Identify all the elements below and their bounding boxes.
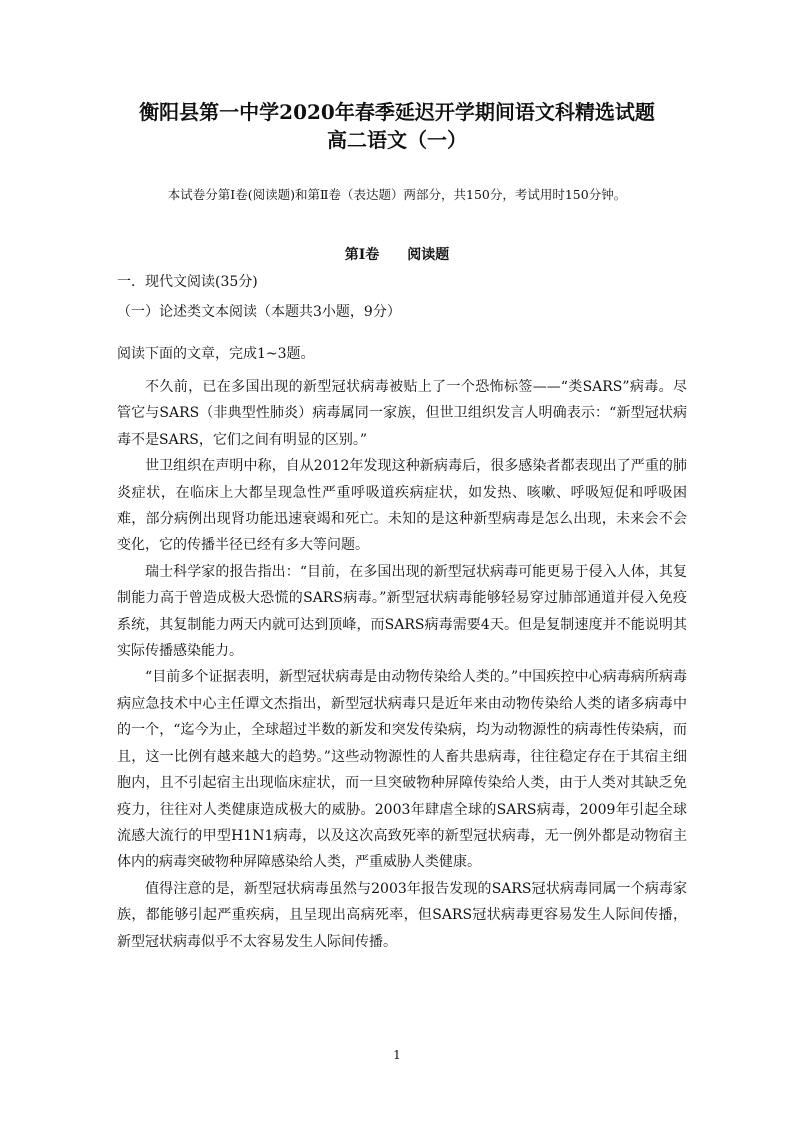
article-paragraph: 值得注意的是，新型冠状病毒虽然与2003年报告发现的SARS冠状病毒同属一个病毒家族，都能够引起严重疾病，且呈现出高病死率，但SARS冠状病毒更容易发生人际间传播，新型冠状病毒似乎不太容易发生人际间传播。 [117, 880, 687, 950]
page-subtitle: 高二语文（一） [327, 128, 467, 152]
article-paragraph: 世卫组织在声明中称，自从2012年发现这种新病毒后，很多感染者都表现出了严重的肺炎症状，在临床上大都呈现急性严重呼吸道疾病症状，如发热、咳嗽、呼吸短促和呼吸困难，部分病例出现肾功能迅速衰竭和死亡。未知的是这种新型病毒是怎么出现，未来会不会变化，它的传播半径已经有多大等问题。 [117, 458, 687, 554]
article-paragraph: “目前多个证据表明，新型冠状病毒是由动物传染给人类的。”中国疾控中心病毒病所病毒病应急技术中心主任谭文杰指出，新型冠状病毒只是近年来由动物传染给人类的诸多病毒中的一个，“迄今为止，全球超过半数的新发和突发传染病，均为动物源性的病毒性传染病，而且，这一比例有越来越大的趋势。”这些动物源性的人畜共患病毒，往往稳定存在于其宿主细胞内，且不引起宿主出现临床症状，而一旦突破物种屏障传染给人类，由于人类对其缺乏免疫力，往往对人类健康造成极大的威胁。2003年肆虐全球的SARS病毒，2009年引起全球流感大流行的甲型H1N1病毒，以及这次高致死率的新型冠状病毒，无一例外都是动物宿主体内的病毒突破物种屏障感染给人类，严重威胁人类健康。 [117, 669, 687, 871]
page-title: 衡阳县第一中学2020年春季延迟开学期间语文科精选试题 [139, 100, 655, 124]
article-body [117, 374, 687, 955]
reading-instruction: 阅读下面的文章，完成1~3题。 [117, 346, 315, 362]
article-paragraph: 瑞士科学家的报告指出：“目前，在多国出现的新型冠状病毒可能更易于侵入人体，其复制能力高于曾造成极大恐慌的SARS病毒。”新型冠状病毒能够轻易穿过肺部通道并侵入免疫系统，其复制能力两天内就可达到顶峰，而SARS病毒需要4天。但是复制速度并不能说明其实际传播感染能力。 [117, 563, 687, 660]
section-heading: 第Ⅰ卷 阅读题 [344, 247, 450, 263]
part-title: 一．现代文阅读(35分) [117, 274, 258, 290]
sub-section-title: （一）论述类文本阅读（本题共3小题，9分） [117, 304, 401, 320]
article-paragraph: 不久前，已在多国出现的新型冠状病毒被贴上了一个恐怖标签——“类SARS”病毒。尽管它与SARS（非典型性肺炎）病毒属同一家族，但世卫组织发言人明确表示：“新型冠状病毒不是SARS，它们之间有明显的区别。” [117, 379, 687, 448]
exam-instructions-note: 本试卷分第Ⅰ卷(阅读题)和第Ⅱ卷（表达题）两部分，共150分，考试用时150分钟。 [167, 187, 627, 202]
page-number: 1 [393, 1048, 401, 1062]
